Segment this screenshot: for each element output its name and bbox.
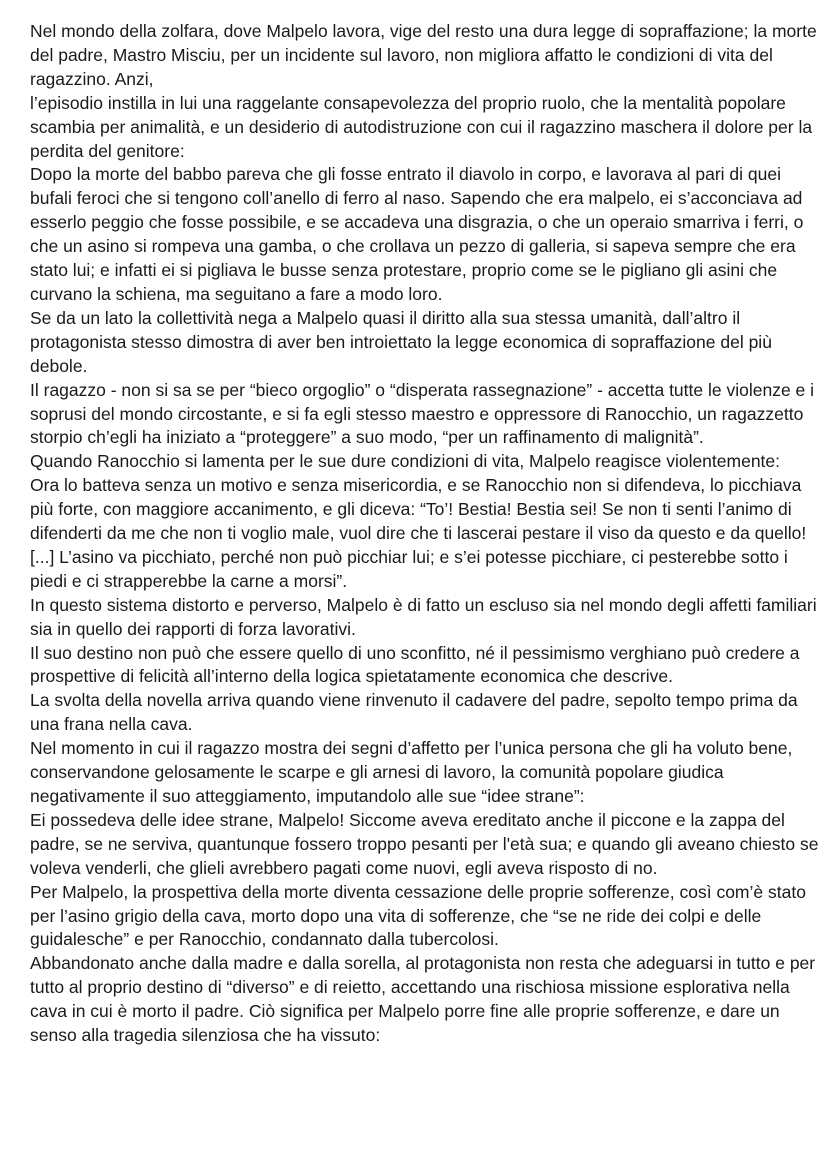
paragraph: Quando Ranocchio si lamenta per le sue dure condizioni di vita, Malpelo reagisce violentemente: (30, 451, 781, 472)
paragraph: Ora lo batteva senza un motivo e senza misericordia, e se Ranocchio non si difendeva, lo picchiava più forte, con maggiore accanimento, e gli diceva: “To’! Bestia! Bestia sei! Se non ti senti l’animo di difenderti da me che non ti voglio male, vuol dire che ti lascerai pestare il viso da questo e da quello! [...] L’asino va picchiato, perché non può picchiar lui; e s’ei potesse picchiare, ci pesterebbe sotto i piedi e ci strapperebbe la carne a morsi”. (30, 475, 807, 591)
paragraph: Dopo la morte del babbo pareva che gli fosse entrato il diavolo in corpo, e lavorava al pari di quei bufali feroci che si tengono coll’anello di ferro al naso. Sapendo che era malpelo, ei s’acconciava ad esserlo peggio che fosse possibile, e se accadeva una disgrazia, o che un operaio smarriva i ferri, o che un asino si rompeva una gamba, o che crollava un pezzo di galleria, si sapeva sempre che era stato lui; e infatti ei si pigliava le busse senza protestare, proprio come se le pigliano gli asini che curvano la schiena, ma seguitano a fare a modo loro. (30, 164, 804, 304)
paragraph: l’episodio instilla in lui una raggelante consapevolezza del proprio ruolo, che la mentalità popolare scambia per animalità, e un desiderio di autodistruzione con cui il ragazzino maschera il dolore per la perdita del genitore: (30, 92, 813, 161)
paragraph: Abbandonato anche dalla madre e dalla sorella, al protagonista non resta che adeguarsi in tutto e per tutto al proprio destino di “diverso” e di reietto, accettando una rischiosa missione esplorativa nella cava in cui è morto il padre. Ciò significa per Malpelo porre fine alle proprie sofferenze, e dare un senso alla tragedia silenziosa che ha vissuto: (30, 953, 816, 1046)
document-body (30, 20, 820, 1048)
paragraph: Ei possedeva delle idee strane, Malpelo! Siccome aveva ereditato anche il piccone e la zappa del padre, se ne serviva, quantunque fossero troppo pesanti per l'età sua; e quando gli aveano chiesto se voleva venderli, che glieli avrebbero pagati come nuovi, egli aveva risposto di no. (30, 809, 819, 878)
paragraph: Il ragazzo - non si sa se per “bieco orgoglio” o “disperata rassegnazione” - accetta tutte le violenze e i soprusi del mondo circostante, e si fa egli stesso maestro e oppressore di Ranocchio, un ragazzetto storpio ch’egli ha iniziato a “proteggere” a suo modo, “per un raffinamento di malignità”. (30, 379, 815, 448)
paragraph: Nel momento in cui il ragazzo mostra dei segni d’affetto per l’unica persona che gli ha voluto bene, conservandone gelosamente le scarpe e gli arnesi di lavoro, la comunità popolare giudica negativamente il suo atteggiamento, imputandolo alle sue “idee strane”: (30, 738, 793, 806)
paragraph: Se da un lato la collettività nega a Malpelo quasi il diritto alla sua stessa umanità, dall’altro il protagonista stesso dimostra di aver ben introiettato la legge economica di sopraffazione del più debole. (30, 307, 772, 376)
paragraph: Per Malpelo, la prospettiva della morte diventa cessazione delle proprie sofferenze, così com’è stato per l’asino grigio della cava, morto dopo una vita di sofferenze, che “se ne ride dei colpi e delle guidalesche” e per Ranocchio, condannato dalla tubercolosi. (30, 881, 806, 950)
paragraph: Nel mondo della zolfara, dove Malpelo lavora, vige del resto una dura legge di sopraffazione; la morte del padre, Mastro Misciu, per un incidente sul lavoro, non migliora affatto le condizioni di vita del ragazzino. Anzi, (30, 21, 817, 89)
paragraph: Il suo destino non può che essere quello di uno sconfitto, né il pessimismo verghiano può credere a prospettive di felicità all’interno della logica spietatamente economica che descrive. (30, 642, 800, 687)
paragraph: In questo sistema distorto e perverso, Malpelo è di fatto un escluso sia nel mondo degli affetti familiari sia in quello dei rapporti di forza lavorativi. (30, 594, 817, 639)
paragraph: La svolta della novella arriva quando viene rinvenuto il cadavere del padre, sepolto tempo prima da una frana nella cava. (30, 690, 798, 735)
